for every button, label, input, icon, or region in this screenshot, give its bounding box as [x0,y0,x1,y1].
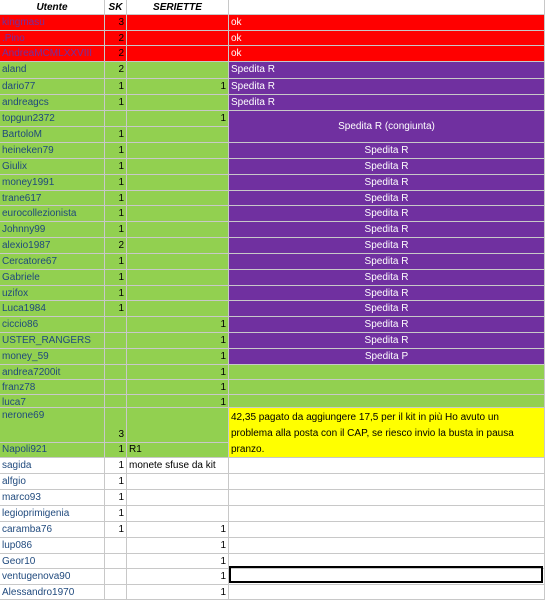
sk-cell[interactable]: 3 [105,408,127,443]
note-cell[interactable] [229,538,545,554]
note-cell[interactable]: ok [229,31,545,46]
user-cell[interactable]: andrea7200it [0,365,105,380]
table-row [0,222,545,238]
table-row [0,79,545,95]
sk-cell[interactable]: 1 [105,127,127,143]
user-cell[interactable]: .Pino [0,31,105,46]
seriette-cell[interactable] [127,286,229,301]
note-cell[interactable] [229,395,545,408]
table-row [0,175,545,191]
seriette-cell[interactable]: 1 [127,349,229,365]
seriette-cell[interactable]: 1 [127,333,229,349]
seriette-cell[interactable] [127,238,229,254]
table-row [0,490,545,506]
note-cell[interactable]: Spedita R [229,317,545,333]
note-cell[interactable] [229,522,545,538]
user-nerone69-merged: nerone69 [0,408,105,443]
note-cell[interactable]: Spedita R [229,191,545,206]
table-row [0,301,545,317]
sk-cell[interactable]: 1 [105,95,127,111]
sk-cell[interactable] [105,349,127,365]
sk-cell[interactable]: 1 [105,301,127,317]
seriette-cell[interactable] [127,506,229,522]
user-cell[interactable]: USTER_RANGERS [0,333,105,349]
sk-cell[interactable] [105,365,127,380]
user-cell[interactable]: Johnny99 [0,222,105,238]
table-row [0,380,545,395]
seriette-cell[interactable]: R1 [127,443,229,458]
header-row [0,0,545,15]
sk-cell[interactable]: 1 [105,522,127,538]
user-cell[interactable]: money_59 [0,349,105,365]
sk-cell[interactable]: 2 [105,238,127,254]
sk-cell[interactable] [105,569,127,585]
sk-cell[interactable]: 1 [105,270,127,286]
table-row [0,333,545,349]
note-cell[interactable]: ok [229,46,545,62]
table-row [0,538,545,554]
note-cell[interactable]: Spedita R [229,95,545,111]
note-cell[interactable]: Spedita R [229,143,545,159]
table-row [0,286,545,301]
user-cell[interactable]: Giulix [0,159,105,175]
sk-cell[interactable]: 1 [105,286,127,301]
note-cell[interactable] [229,506,545,522]
seriette-cell[interactable] [127,191,229,206]
sk-cell[interactable]: 1 [105,443,127,458]
seriette-cell[interactable] [127,254,229,270]
table-row [0,254,545,270]
seriette-cell[interactable] [127,62,229,79]
selected-cell[interactable] [229,566,543,583]
header-user[interactable]: Utente [0,0,105,15]
table-row [0,365,545,380]
seriette-cell[interactable] [127,143,229,159]
note-cell[interactable] [229,490,545,506]
seriette-cell[interactable] [127,408,229,443]
sk-cell[interactable]: 1 [105,254,127,270]
seriette-cell[interactable]: 1 [127,585,229,600]
user-cell[interactable]: legioprimigenia [0,506,105,522]
seriette-cell[interactable] [127,175,229,191]
sk-cell[interactable]: 1 [105,191,127,206]
table-row [0,506,545,522]
table-row [0,31,545,46]
seriette-cell[interactable] [127,95,229,111]
table-row [0,15,545,31]
note-cell[interactable]: Spedita R [229,62,545,79]
table-row [0,349,545,365]
seriette-cell[interactable]: 1 [127,111,229,127]
table-row [0,191,545,206]
user-cell[interactable]: franz78 [0,380,105,395]
note-cell[interactable]: Spedita R [229,159,545,175]
user-cell[interactable]: Luca1984 [0,301,105,317]
header-seriette[interactable]: SERIETTE [127,0,229,15]
note-cell[interactable] [229,380,545,395]
seriette-cell[interactable] [127,127,229,143]
user-cell[interactable]: AndreaMCMLXXVIII [0,46,105,62]
user-cell[interactable]: kingmasu [0,15,105,31]
user-cell[interactable]: Gabriele [0,270,105,286]
sk-cell[interactable] [105,585,127,600]
sk-cell[interactable]: 3 [105,15,127,31]
sk-cell[interactable]: 1 [105,474,127,490]
seriette-cell[interactable] [127,490,229,506]
sk-cell[interactable] [105,554,127,569]
seriette-cell[interactable] [127,301,229,317]
table-row [0,395,545,408]
seriette-cell[interactable]: 1 [127,538,229,554]
table-row [0,270,545,286]
sk-cell[interactable] [105,380,127,395]
seriette-cell[interactable]: 1 [127,569,229,585]
user-cell[interactable]: lup086 [0,538,105,554]
table-row [0,62,545,79]
table-row [0,159,545,175]
seriette-cell[interactable]: monete sfuse da kit [127,458,229,474]
seriette-cell[interactable]: 1 [127,380,229,395]
seriette-cell[interactable] [127,222,229,238]
sk-cell[interactable] [105,333,127,349]
seriette-cell[interactable]: 1 [127,554,229,569]
sk-cell[interactable]: 1 [105,79,127,95]
sk-cell[interactable] [105,317,127,333]
user-cell[interactable]: dario77 [0,79,105,95]
user-cell[interactable]: alfgio [0,474,105,490]
user-cell[interactable]: andreagcs [0,95,105,111]
seriette-cell[interactable] [127,159,229,175]
sk-cell[interactable]: 1 [105,490,127,506]
user-cell[interactable]: uzifox [0,286,105,301]
header-sk[interactable]: SK [105,0,127,15]
user-cell[interactable]: Geor10 [0,554,105,569]
sk-cell[interactable]: 2 [105,46,127,62]
note-cell[interactable]: Spedita P [229,349,545,365]
note-cell[interactable]: Spedita R [229,270,545,286]
seriette-cell[interactable]: 1 [127,79,229,95]
table-row [0,585,545,600]
user-cell[interactable]: topgun2372 [0,111,105,127]
user-cell[interactable]: ciccio86 [0,317,105,333]
note-cell[interactable]: Spedita R [229,79,545,95]
seriette-cell[interactable]: 1 [127,395,229,408]
sk-cell[interactable]: 2 [105,31,127,46]
user-cell[interactable]: money1991 [0,175,105,191]
user-cell[interactable]: Cercatore67 [0,254,105,270]
sk-cell[interactable] [105,111,127,127]
user-cell[interactable]: aland [0,62,105,79]
merged-note-congiunta[interactable]: Spedita R (congiunta) [229,111,545,143]
merged-note-nerone[interactable]: 42,35 pagato da aggiungere 17,5 per il kit in più Ho avuto un problema alla posta con il CAP, se riesco invio la busta in pausa pranzo. [229,408,545,458]
user-cell[interactable]: sagida [0,458,105,474]
table-row [0,95,545,111]
seriette-cell[interactable]: 1 [127,522,229,538]
table-row [0,206,545,222]
user-cell[interactable]: eurocollezionista [0,206,105,222]
note-cell[interactable] [229,585,545,600]
table-row [0,238,545,254]
note-cell[interactable]: Spedita R [229,286,545,301]
sk-cell[interactable]: 1 [105,143,127,159]
user-cell[interactable]: BartoloM [0,127,105,143]
sk-cell[interactable]: 1 [105,206,127,222]
sk-cell[interactable]: 2 [105,62,127,79]
seriette-cell[interactable] [127,15,229,31]
user-cell[interactable]: luca7 [0,395,105,408]
seriette-cell[interactable] [127,474,229,490]
note-cell[interactable] [229,458,545,474]
table-row [0,46,545,62]
sk-cell[interactable]: 1 [105,175,127,191]
seriette-cell[interactable]: 1 [127,317,229,333]
sk-cell[interactable] [105,395,127,408]
sk-cell[interactable]: 1 [105,458,127,474]
sk-cell[interactable]: 1 [105,222,127,238]
seriette-cell[interactable] [127,270,229,286]
note-cell[interactable]: Spedita R [229,175,545,191]
seriette-cell[interactable]: 1 [127,365,229,380]
table-row [0,474,545,490]
user-cell[interactable]: alexio1987 [0,238,105,254]
user-cell[interactable]: caramba76 [0,522,105,538]
header-notes[interactable] [229,0,545,15]
table-row [0,522,545,538]
user-cell[interactable]: Alessandro1970 [0,585,105,600]
user-cell[interactable]: trane617 [0,191,105,206]
table-row [0,458,545,474]
sk-cell[interactable]: 1 [105,506,127,522]
note-cell[interactable]: Spedita R [229,206,545,222]
seriette-cell[interactable] [127,31,229,46]
sk-cell[interactable]: 1 [105,159,127,175]
note-cell[interactable] [229,474,545,490]
seriette-cell[interactable] [127,46,229,62]
note-cell[interactable]: Spedita R [229,238,545,254]
note-cell[interactable]: Spedita R [229,222,545,238]
sk-cell[interactable] [105,538,127,554]
seriette-cell[interactable] [127,206,229,222]
note-cell[interactable] [229,365,545,380]
user-cell[interactable]: marco93 [0,490,105,506]
note-cell[interactable]: Spedita R [229,301,545,317]
table-row [0,143,545,159]
user-cell[interactable]: heineken79 [0,143,105,159]
note-cell[interactable]: ok [229,15,545,31]
note-cell[interactable]: Spedita R [229,333,545,349]
table-row [0,317,545,333]
note-cell[interactable]: Spedita R [229,254,545,270]
user-cell[interactable]: Napoli921 [0,443,105,458]
user-cell[interactable]: ventugenova90 [0,569,105,585]
